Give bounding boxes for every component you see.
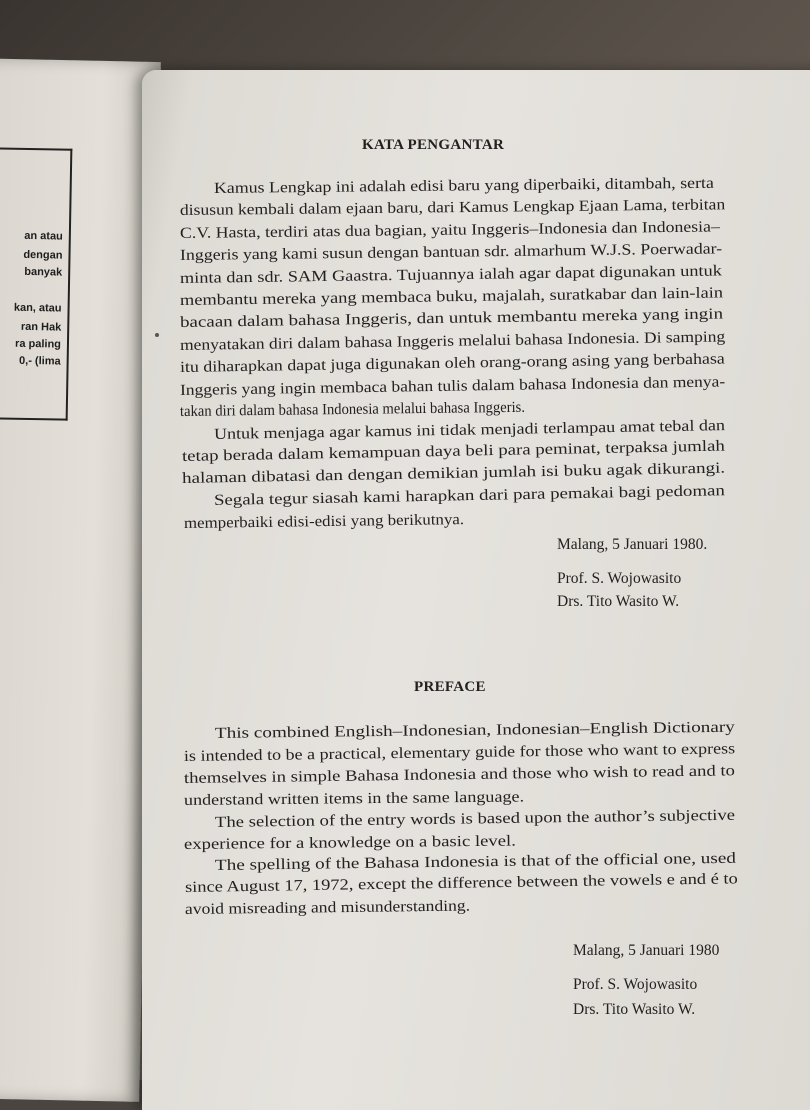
- left-fragment: ran Hak: [20, 320, 62, 334]
- preface-title: PREFACE: [414, 679, 486, 695]
- preface-line: avoid misreading and misunderstanding.: [184, 897, 471, 918]
- left-fragment: dengan: [23, 248, 63, 262]
- kata-pengantar-line: memperbaiki edisi-edisi yang berikutnya.: [183, 511, 465, 532]
- kata-pengantar-place-date: Malang, 5 Januari 1980.: [557, 536, 708, 553]
- preface-author-2: Drs. Tito Wasito W.: [573, 1001, 696, 1018]
- preface-line: The spelling of the Bahasa Indonesia is that of the official one, used: [214, 849, 736, 874]
- kata-pengantar-line: Inggeris yang kami susun dengan bantuan sdr. almarhum W.J.S. Poerwadar-: [179, 240, 723, 264]
- preface-line: understand written items in the same language.: [183, 788, 525, 809]
- kata-pengantar-line: Kamus Lengkap ini adalah edisi baru yang diperbaiki, ditambah, serta: [213, 174, 714, 197]
- kata-pengantar-line: C.V. Hasta, terdiri atas dua bagian, yaitu Inggeris–Indonesia dan Indonesia–: [179, 218, 720, 242]
- left-fragment: kan, atau: [13, 301, 62, 315]
- left-fragment: 0,- (lima: [18, 354, 61, 368]
- preface-place-date: Malang, 5 Januari 1980: [573, 942, 720, 959]
- left-fragment: banyak: [24, 265, 63, 279]
- left-page-box: [0, 147, 72, 420]
- kata-pengantar-line: Untuk menjaga agar kamus ini tidak menjadi terlampau amat tebal dan: [213, 417, 726, 443]
- kata-pengantar-line: takan diri dalam bahasa Indonesia melalui bahasa Inggeris.: [179, 398, 526, 420]
- left-fragment: ra paling: [15, 337, 62, 351]
- kata-pengantar-line: membantu mereka yang membaca buku, majalah, suratkabar dan lain-lain: [179, 284, 724, 309]
- preface-line: since August 17, 1972, except the difference between the vowels e and é to: [184, 870, 738, 896]
- kata-pengantar-author-1: Prof. S. Wojowasito: [557, 570, 682, 587]
- preface-line: This combined English–Indonesian, Indonesian–English Dictionary: [214, 718, 735, 742]
- left-fragment: an atau: [24, 229, 63, 243]
- kata-pengantar-line: disusun kembali dalam ejaan baru, dari Kamus Lengkap Ejaan Lama, terbitan: [179, 196, 726, 219]
- kata-pengantar-line: menyatakan diri dalam bahasa Inggeris melalui bahasa Indonesia. Di samping: [179, 328, 726, 354]
- paper-speck: [155, 333, 159, 337]
- kata-pengantar-line: tetap berada dalam kemampuan daya beli para peminat, terpaksa jumlah: [181, 437, 725, 465]
- kata-pengantar-line: Inggeris yang ingin membaca bahan tulis dalam bahasa Indonesia dan menya-: [179, 373, 726, 399]
- kata-pengantar-author-2: Drs. Tito Wasito W.: [557, 593, 680, 610]
- preface-line: The selection of the entry words is based upon the author’s subjective: [214, 806, 736, 831]
- preface-line: experience for a knowledge on a basic level.: [183, 832, 516, 853]
- kata-pengantar-line: bacaan dalam bahasa Inggeris, dan untuk membantu mereka yang ingin: [179, 305, 724, 331]
- preface-author-1: Prof. S. Wojowasito: [573, 976, 698, 993]
- kata-pengantar-line: itu diharapkan dapat juga digunakan oleh orang-orang asing yang berbahasa: [179, 350, 725, 376]
- kata-pengantar-title: KATA PENGANTAR: [362, 137, 505, 153]
- kata-pengantar-line: minta dan sdr. SAM Gaastra. Tujuannya ialah agar dapat digunakan untuk: [179, 262, 723, 287]
- kata-pengantar-line: Segala tegur siasah kami harapkan dari para pemakai bagi pedoman: [213, 482, 725, 509]
- kata-pengantar-line: halaman dibatasi dan dengan demikian jumlah isi buku agak dikurangi.: [181, 459, 726, 487]
- preface-line: themselves in simple Bahasa Indonesia and those who wish to read and to: [183, 762, 736, 787]
- preface-line: is intended to be a practical, elementary guide for those who want to express: [183, 740, 736, 765]
